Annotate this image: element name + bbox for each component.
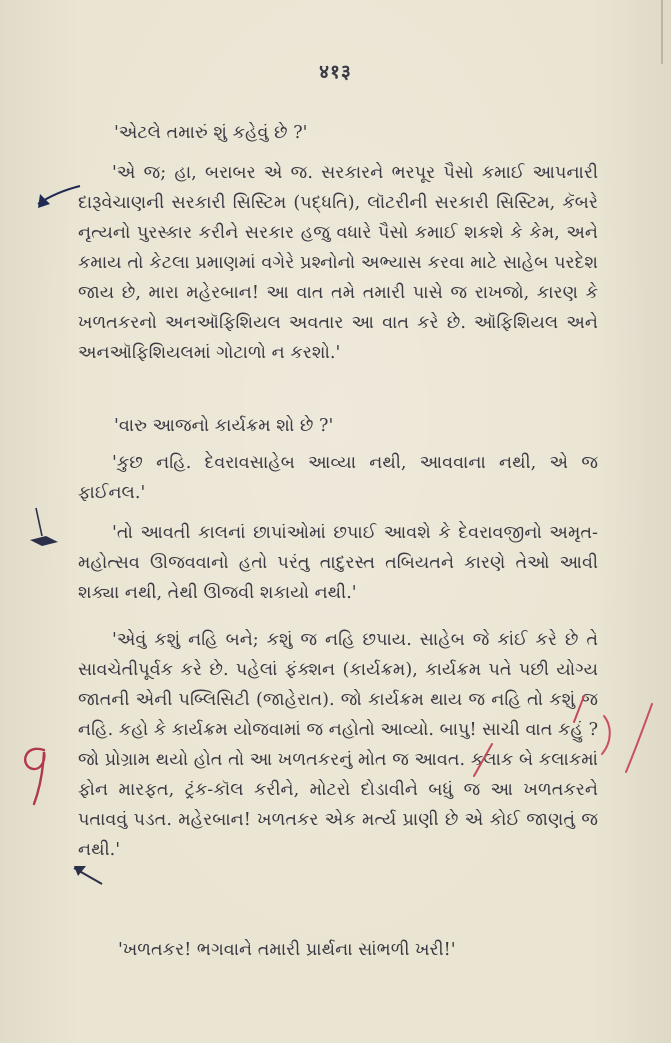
margin-arrow-mark-top [36,182,84,212]
red-bracket-mark [600,702,660,782]
paragraph-5: 'તો આવતી કાલનાં છાપાંઓમાં છપાઈ આવશે કે દેવરાવજીનો અમૃત-મહોત્સવ ઊજવવાનો હતો પરંતુ તાદુરસ્ત તબિયતને કારણે તેઓ આવી શક્યા નથી, તેથી ઊજવી શકાયો નથી.' [78,523,598,603]
red-nine-mark [16,740,56,810]
page-edge-line [661,0,663,64]
margin-arrow-mark-middle [28,506,62,550]
paragraph-7: 'ખળતકર! ભગવાને તમારી પ્રાર્થના સાંભળી ખરી!' [118,940,456,960]
paragraph-6: 'એવું કશું નહિ બને; કશું જ નહિ છપાય. સાહેબ જે કાંઈ કરે છે તે સાવચેતીપૂર્વક કરે છે. પહેલાં ફંક્શન (કાર્યક્રમ), કાર્યક્રમ પતે પછી યોગ્ય જાતની એની પબ્લિસિટી (જાહેરાત). જો કાર્યક્રમ થાય જ નહિ તો કશું જ નહિ. કહો કે કાર્યક્રમ યોજવામાં જ નહોતો આવ્યો. બાપુ! સાચી વાત કહું ? જો પ્રોગ્રામ થયો હોત તો આ ખળતકરનું મોત જ આવત. કલાક બે કલાકમાં ફોન મારફત, ટ્રંક-કૉલ કરીને, મોટરો દોડાવીને બધું જ આ ખળતકરને પતાવવું પડત. મહેરબાન! ખળતકર એક મર્ત્ય પ્રાણી છે એ કોઈ જાણતું જ નથી.' [78,630,598,860]
margin-arrow-mark-bottom [72,864,106,888]
page-number: ४१३ [319,61,352,83]
paragraph-4: 'કુછ નહિ. દેવરાવસાહેબ આવ્યા નથી, આવવાના નથી, એ જ ફાઈનલ.' [78,453,598,503]
paragraph-1: 'એટલે તમારું શું કહેવું છે ?' [114,123,308,143]
paragraph-2: 'એ જ; હા, બરાબર એ જ. સરકારને ભરપૂર પૈસો કમાઈ આપનારી દારૂવેચાણની સરકારી સિસ્ટિમ (પદ્ધતિ), લૉટરીની સરકારી સિસ્ટિમ, કૅબરે નૃત્યનો પુરસ્કાર કરીને સરકાર હજુ વધારે પૈસો કમાઈ શકશે કે કેમ, અને કમાય તો કેટલા પ્રમાણમાં વગેરે પ્રશ્નોનો અભ્યાસ કરવા માટે સાહેબ પરદેશ જાય છે, મારા મહેરબાન! આ વાત તમે તમારી પાસે જ રાખજો, કારણ કે ખળતકરનો અનઑફિશિયલ અવતાર આ વાત કરે છે. ઑફિશિયલ અને અનઑફિશિયલમાં ગોટાળો ન કરશો.' [78,163,598,363]
paragraph-3: 'વારુ આજનો કાર્યક્રમ શો છે ?' [114,416,334,436]
